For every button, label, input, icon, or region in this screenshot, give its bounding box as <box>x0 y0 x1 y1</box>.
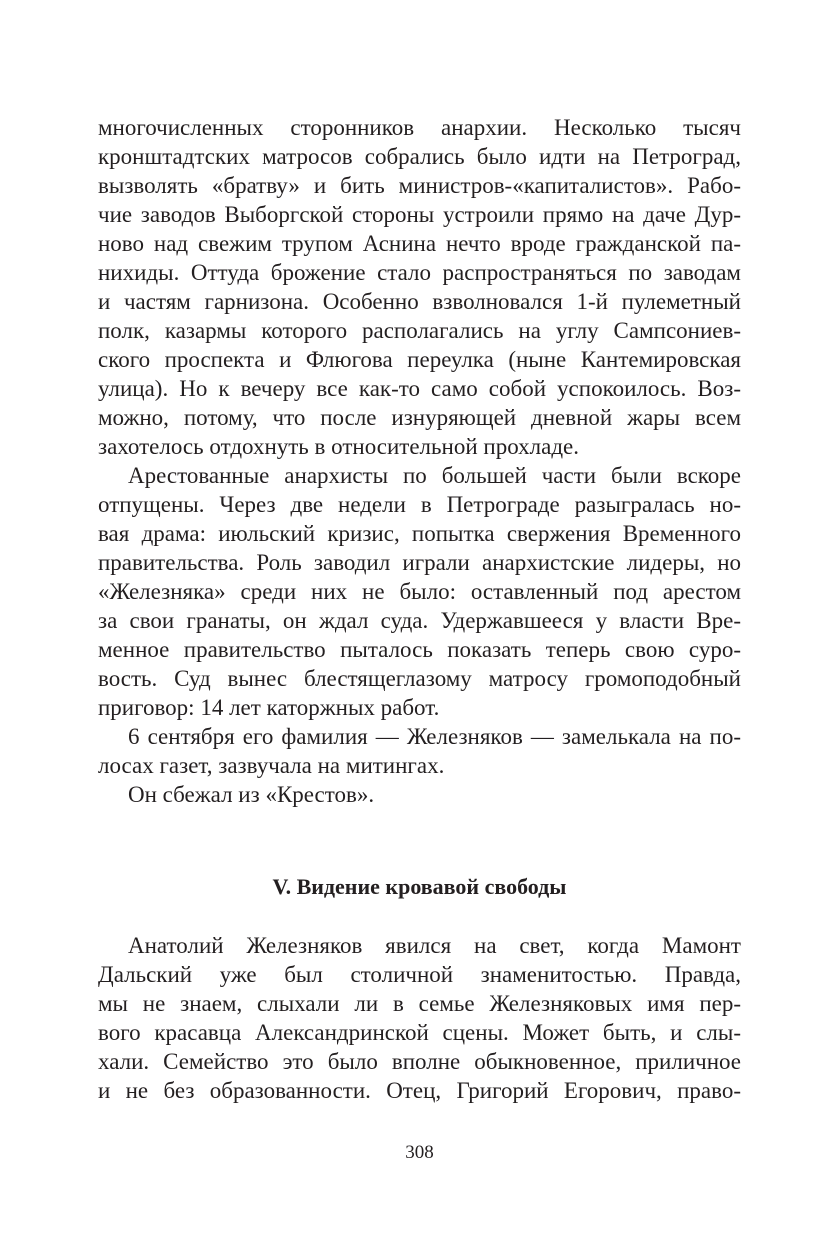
text-line: захотелось отдохнуть в относительной прохладе. <box>98 434 579 459</box>
text-line: мы не знаем, слыхали ли в семье Железняковых имя пер- <box>98 991 741 1016</box>
text-line: менное правительство пыталось показать теперь свою суро- <box>98 637 741 662</box>
text-line: и не без образованности. Отец, Григорий Егорович, право- <box>98 1078 741 1103</box>
text-line: нихиды. Оттуда брожение стало распространяться по заводам <box>98 260 741 285</box>
text-line: ново над свежим трупом Аснина нечто вроде гражданской па- <box>98 231 741 256</box>
text-line: вого красавца Александринской сцены. Может быть, и слы- <box>98 1020 741 1045</box>
text-line: 6 сентября его фамилия — Железняков — замелькала на по- <box>128 724 741 749</box>
text-line: отпущены. Через две недели в Петрограде разыгралась но- <box>98 492 741 517</box>
text-line: хали. Семейство это было вполне обыкновенное, приличное <box>98 1049 741 1074</box>
text-line: Арестованные анархисты по большей части были вскоре <box>128 463 741 488</box>
text-line: Дальский уже был столичной знаменитостью. Правда, <box>98 962 741 987</box>
text-line: «Железняка» среди них не было: оставленный под арестом <box>98 579 741 604</box>
text-line: ского проспекта и Флюгова переулка (ныне Кантемировская <box>98 347 741 372</box>
text-line: Анатолий Железняков явился на свет, когда Мамонт <box>128 933 741 958</box>
text-line: Он сбежал из «Крестов». <box>128 782 375 807</box>
section-heading: V. Видение кровавой свободы <box>272 874 567 899</box>
text-line: вызволять «братву» и бить министров-«капиталистов». Рабо- <box>98 173 741 198</box>
text-line: лосах газет, зазвучала на митингах. <box>98 753 445 778</box>
text-line: и частям гарнизона. Особенно взволновался 1-й пулеметный <box>98 289 741 314</box>
text-line: можно, потому, что после изнуряющей дневной жары всем <box>98 405 741 430</box>
page-number: 308 <box>405 1142 434 1163</box>
text-line: чие заводов Выборгской стороны устроили прямо на даче Дур- <box>98 202 741 227</box>
text-line: за свои гранаты, он ждал суда. Удержавшееся у власти Вре- <box>98 608 741 633</box>
text-line: приговор: 14 лет каторжных работ. <box>98 695 440 720</box>
text-line: улица). Но к вечеру все как-то само собой успокоилось. Воз- <box>98 376 741 401</box>
text-line: вая драма: июльский кризис, попытка свержения Временного <box>98 521 741 546</box>
text-line: многочисленных сторонников анархии. Несколько тысяч <box>98 115 741 140</box>
text-line: кронштадтских матросов собрались было идти на Петроград, <box>98 144 741 169</box>
text-line: полк, казармы которого располагались на углу Сампсониев- <box>98 318 741 343</box>
text-line: правительства. Роль заводил играли анархистские лидеры, но <box>98 550 741 575</box>
text-line: вость. Суд вынес блестящеглазому матросу громоподобный <box>98 666 741 691</box>
